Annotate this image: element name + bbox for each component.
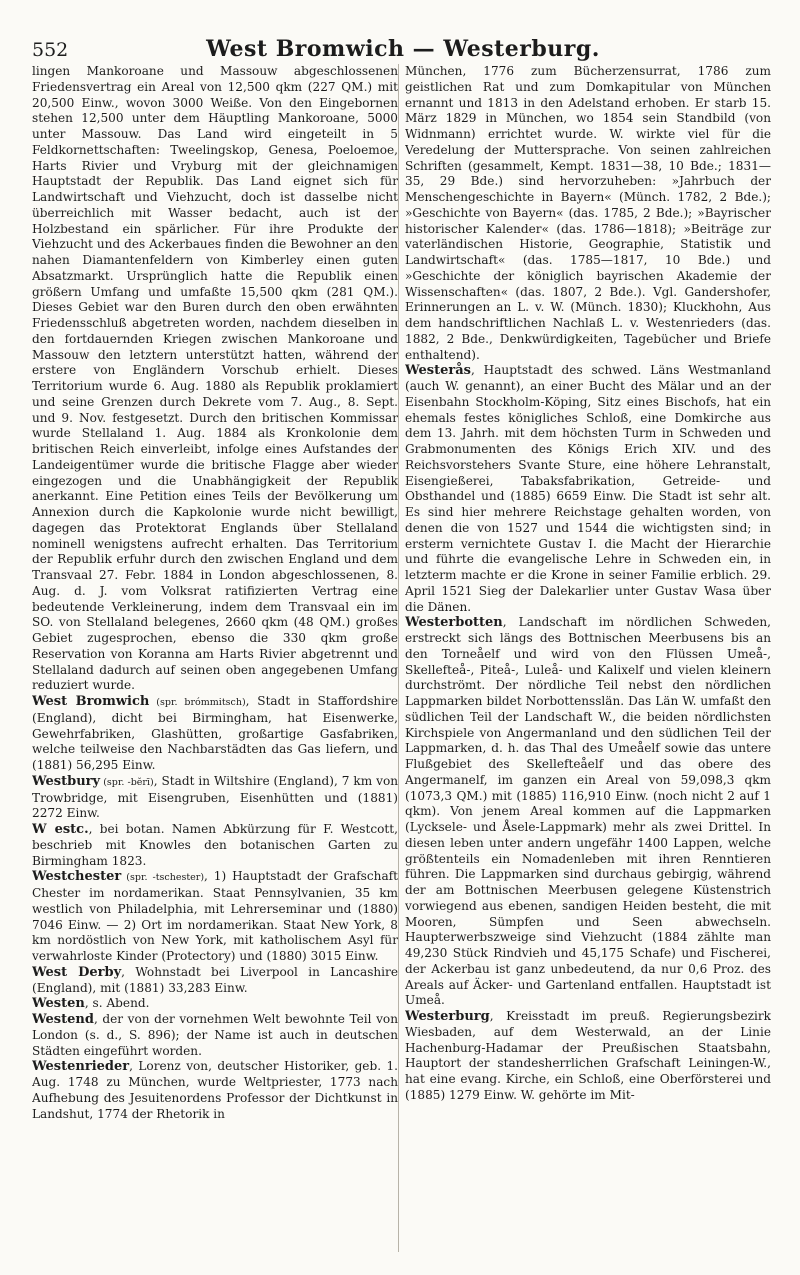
entry-text: München, 1776 zum Bücherzensurrat, 1786 zum geistlichen Rat und zum Domkapitular von München ernannt und 1813 in den Adelstand erhoben. Er starb 15. März 1829 in München, wo 1854 sein Standbild (von Widnmann) errichtet wurde. W. wirkte viel für die Veredelung der Muttersprache. Von seinen zahlreichen Schriften (gesammelt, Kempt. 1831—38, 10 Bde.; 1831—35, 29 Bde.) sind hervorzuheben: »Jahrbuch der Menschengeschichte in Bayern« (Münch. 1782, 2 Bde.); »Geschichte von Bayern« (das. 1785, 2 Bde.); »Bayrischer historischer Kalender« (das. 1786—1818); »Beiträge zur vaterländischen Historie, Geographie, Statistik und Landwirtschaft« (das. 1785—1817, 10 Bde.) und »Geschichte der königlich bayrischen Akademie der Wissenschaften« (das. 1807, 2 Bde.). Vgl. Gandershofer, Erinnerungen an L. v. W. (Münch. 1830); Kluckhohn, Aus dem handschriftlichen Nachlaß L. v. Westenrieders (das. 1882, 2 Bde., Denkwürdigkeiten, Tagebücher und Briefe enthaltend). — [405, 64, 771, 362]
entry-paragraph — [32, 774, 398, 822]
entry-paragraph — [32, 64, 398, 694]
entry-text: , Wohnstadt bei Liverpool in Lancashire (England), mit (1881) 33,283 Einw. — [32, 964, 398, 995]
right-column — [405, 64, 771, 1264]
entry-text: , Landschaft im nördlichen Schweden, erstreckt sich längs des Bottnischen Meerbusens bis an den Torneåelf und wird von den Flüssen Umeå-, Skellefteå-, Piteå-, Luleå- und Kalixelf und vielen kleinern durchströmt. Der nördliche Teil nebst den nördlichen Lappmarken bildet Norbottensslän. Das Län W. umfaßt den südlichen Teil der Landschaft W., die beiden nördlichsten Kirchspiele von Angermanland und den südlichen Teil der Lappmarken, d. h. das Thal des Umeåelf sowie das untere Flußgebiet des Skellefteåelf und das obere des Angermanelf, im ganzen ein Areal von 59,098,3 qkm (1073,3 QM.) mit (1885) 116,910 Einw. (noch nicht 2 auf 1 qkm). Von jenem Areal kommen auf die Lappmarken (Lycksele- und Åsele-Lappmark) mehr als zwei Drittel. In diesen leben unter andern ungefähr 1400 Lappen, welche größtenteils ein Nomadenleben mit ihren Renntieren führen. Die Lappmarken sind durchaus gebirgig, während der am Bottnischen Meerbusen gelegene Küstenstrich vorwiegend aus ebenen, sandigen Heiden besteht, die mit Mooren, Sümpfen und Seen abwechseln. Haupterwerbszweige sind Viehzucht (1884 zählte man 49,230 Stück Rindvieh und 45,175 Schafe) und Fischerei, der Ackerbau ist ganz unbedeutend, da nur 0,6 Proz. des Areals auf Äcker- und Gartenland entfallen. Hauptstadt ist Umeå. — [405, 615, 771, 1008]
entry-headword: Westchester — [32, 869, 122, 885]
entry-text: lingen Mankoroane und Massouw abgeschlossenen Friedensvertrag ein Areal von 12,500 qkm (227 QM.) mit 20,500 Einw., wovon 3000 Weiße. Von den Eingebornen stehen 12,500 unter dem Häuptling Mankoroane, 5000 unter Massouw. Das Land wird eingeteilt in 5 Feldkornettschaften: Tweelingskop, Genesa, Poeloemoe, Harts Rivier und Vryburg mit der gleichnamigen Hauptstadt der Republik. Das Land eignet sich für Landwirtschaft und Viehzucht, doch ist dasselbe nicht überreichlich mit Wasser bedacht, auch ist der Holzbestand ein spärlicher. Für ihre Produkte der Viehzucht und des Ackerbaues finden die Bewohner an den nahen Diamantenfeldern von Kimberley einen guten Absatzmarkt. Ursprünglich hatte die Republik einen größern Umfang und umfaßte 15,500 qkm (281 QM.). Dieses Gebiet war den Buren durch den oben erwähnten Friedensschluß abgetreten worden, nachdem dieselben in den fortdauernden Kriegen zwischen Mankoroane und Massouw den letztern unterstützt hatten, während der erstere von Engländern Vorschub erhielt. Dieses Territorium wurde 6. Aug. 1880 als Republik proklamiert und seine Grenzen durch Dekrete vom 7. Aug., 8. Sept. und 9. Nov. festgesetzt. Durch den britischen Kommissar wurde Stellaland 1. Aug. 1884 als Kronkolonie dem britischen Reich einverleibt, infolge eines Aufstandes der Landeigentümer wurde die britische Flagge aber wieder eingezogen und die Unabhängigkeit der Republik anerkannt. Eine Petition eines Teils der Bevölkerung um Annexion durch die Kapkolonie wurde nicht bewilligt, dagegen das Protektorat Englands über Stellaland nominell wenigstens aufrecht erhalten. Das Territorium der Republik erfuhr durch den zwischen England und dem Transvaal 27. Febr. 1884 in London abgeschlossenen, 8. Aug. d. J. vom Volksrat ratifizierten Vertrag eine bedeutende Verkleinerung, indem dem Transvaal ein im SO. von Stellaland belegenes, 2660 qkm (48 QM.) großes Gebiet zugesprochen, ebenso die 330 qkm große Reservation von Koranna am Harts Rivier abgetrennt und Stellaland dadurch auf seinen oben angegebenen Umfang reduziert wurde. — [32, 64, 398, 693]
entry-headword: Westbury — [32, 773, 101, 789]
entry-paragraph — [32, 869, 398, 965]
entry-text: , Stadt in Wiltshire (England), 7 km von Trowbridge, mit Eisengruben, Eisenhütten und (1881) 2272 Einw. — [32, 773, 398, 821]
entry-pronunciation: (spr. -bĕrī) — [100, 776, 154, 788]
page-header — [32, 36, 774, 60]
page-number: 552 — [32, 39, 69, 61]
entry-text: , der von der vornehmen Welt bewohnte Teil von London (s. d., S. 896); der Name ist auch in deutschen Städten eingeführt worden. — [32, 1012, 398, 1058]
entry-paragraph — [32, 965, 398, 997]
entry-headword: Westerburg — [405, 1009, 490, 1024]
entry-paragraph — [32, 1059, 398, 1122]
entry-pronunciation: (spr. -tschester) — [121, 872, 205, 884]
entry-pronunciation: (spr. brómmitsch) — [149, 697, 246, 708]
entry-headword: W estc. — [32, 822, 89, 837]
entry-paragraph — [32, 1012, 398, 1059]
entry-text: , s. Abend. — [84, 996, 150, 1011]
entry-headword: West Derby — [32, 964, 122, 980]
entry-text: , Hauptstadt des schwed. Läns Westmanland (auch W. genannt), an einer Bucht des Mälar und an der Eisenbahn Stockholm-Köping, Sitz eines Bischofs, hat ein ehemals festes königliches Schloß, eine Domkirche aus dem 13. Jahrh. mit dem höchsten Turm in Schweden und Grabmonumenten des Königs Erich XIV. und des Reichsvorstehers Svante Sture, eine höhere Lehranstalt, Eisengießerei, Tabaksfabrikation, Getreide- und Obsthandel und (1885) 6659 Einw. Die Stadt ist sehr alt. Es sind hier mehrere Reichstage gehalten worden, von denen die von 1527 und 1544 die wichtigsten sind; in ersterm vernichtete Gustav I. die Macht der Hierarchie und führte die evangelische Lehre in Schweden ein, in letzterm machte er die Krone in seiner Familie erblich. 29. April 1521 Sieg der Dalekarlier unter Gustav Wasa über die Dänen. — [405, 363, 771, 614]
running-title: West Bromwich — Westerburg. — [206, 36, 600, 62]
entry-headword: Westerbotten — [405, 615, 503, 631]
entry-paragraph — [405, 64, 771, 363]
entry-headword: Westend — [32, 1012, 94, 1027]
entry-headword: Westenrieder — [32, 1059, 130, 1075]
entry-paragraph — [405, 1009, 771, 1104]
entry-headword: Westen — [32, 996, 85, 1012]
entry-paragraph — [32, 694, 398, 774]
entry-paragraph — [405, 363, 771, 615]
entry-text: , bei botan. Namen Abkürzung für F. Westcott, beschrieb mit Knowles den botanischen Garten zu Birmingham 1823. — [32, 822, 398, 868]
entry-text: , Stadt in Staffordshire (England), dicht bei Birmingham, hat Eisenwerke, Gewehrfabriken, Glashütten, großartige Gasfabriken, welche teilweise den Nachbarstädten das Gas liefern, und (1881) 56,295 Einw. — [32, 694, 398, 772]
column-divider — [398, 64, 399, 1252]
entry-paragraph — [32, 996, 398, 1012]
entry-text: , Kreisstadt im preuß. Regierungsbezirk Wiesbaden, auf dem Westerwald, an der Linie Hachenburg-Hadamar der Preußischen Staatsbahn, Hauptort der standesherrlichen Grafschaft Leiningen-W., hat eine evang. Kirche, ein Schloß, eine Oberförsterei und (1885) 1279 Einw. W. gehörte im Mit- — [405, 1009, 771, 1102]
entry-text: , Lorenz von, deutscher Historiker, geb. 1. Aug. 1748 zu München, wurde Weltpriester, 1773 nach Aufhebung des Jesuitenordens Professor der Dichtkunst in Landshut, 1774 der Rhetorik in — [32, 1059, 398, 1121]
entry-paragraph — [32, 822, 398, 869]
entry-headword: Westerås — [405, 363, 471, 379]
left-column — [32, 64, 398, 1264]
entry-paragraph — [405, 615, 771, 1009]
entry-headword: West Bromwich — [32, 694, 150, 709]
entry-text: , 1) Hauptstadt der Grafschaft Chester im nordamerikan. Staat Pennsylvanien, 35 km westlich von Philadelphia, mit Lehrerseminar und (1880) 7046 Einw. — 2) Ort im nordamerikan. Staat New York, 8 km nordöstlich von New York, mit katholischem Asyl für verwahrloste Kinder (Protectory) und (1880) 3015 Einw. — [32, 869, 398, 963]
